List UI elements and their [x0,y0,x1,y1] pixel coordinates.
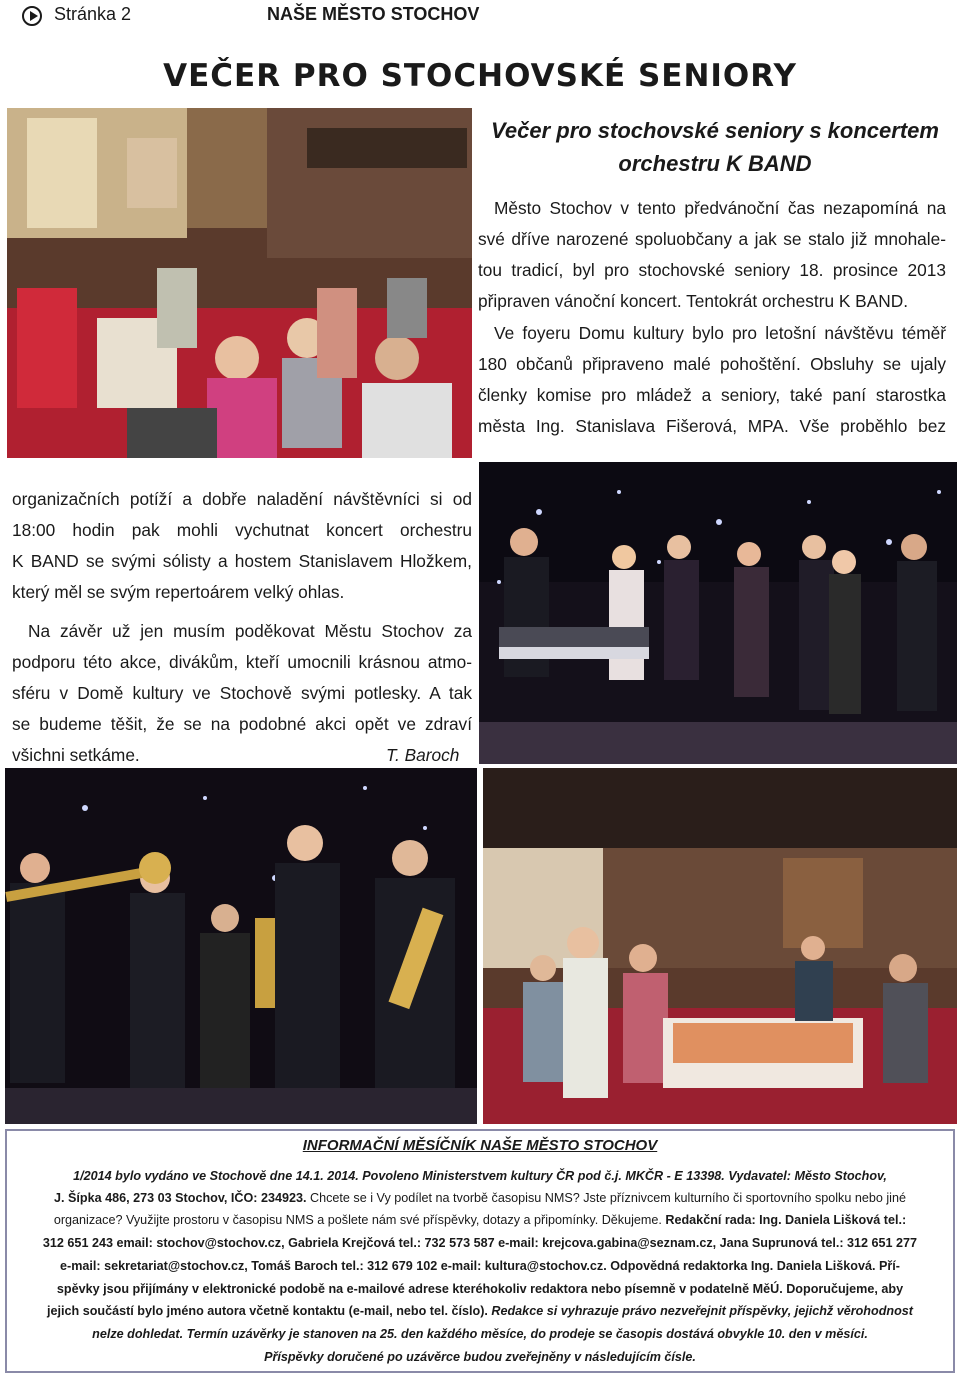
subhead-line: Večer pro stochovské seniory s koncertem [491,118,939,143]
text-line: který měl se svým repertoárem velký ohlas. [12,582,345,602]
editorial-board: Redakční rada: Ing. Daniela Lišková tel.: [661,1213,907,1227]
paragraph-2 [478,318,946,442]
text-line: podporu této akce, divákům, kteří umocnili krásnou atmo- [12,652,472,672]
photo-seniors-tables [7,108,472,458]
info-text: Chcete se i Vy podílet na tvorbě časopisu NMS? Jste příznivcem kulturního či sportovního spolku nebo jiné [306,1191,906,1205]
text-line: 180 občanů připraveno malé pohoštění. Obsluhy se ujaly [478,354,946,374]
text-line: se budeme těšit, že se na podobné akci opět ve zdraví [12,714,472,734]
play-circle-icon [22,6,42,26]
article-subhead [480,114,950,180]
paragraph-3 [12,484,472,608]
text-line: členky komise pro mládež a seniory, také paní starostka [478,385,946,405]
info-line: 1/2014 bylo vydáno ve Stochově dne 14.1. 2014. Povoleno Ministerstvem kultury ČR pod č.j. MKČR - E 13398. Vydavatel: Město Stochov, [73,1169,887,1183]
text-line: Ve foyeru Domu kultury bylo pro letošní návštěvu téměř [494,323,946,343]
info-line [10,1301,950,1321]
info-text: Redakce si vyhrazuje právo nezveřejnit příspěvky, jejichž věrohodnost [487,1304,913,1318]
text-line: tou tradicí, byl pro stochovské seniory 18. prosince 2013 [478,260,946,280]
info-line: e-mail: sekretariat@stochov.cz, Tomáš Baroch tel.: 312 679 102 e-mail: kultura@stochov.cz. Odpovědná redaktorka Ing. Daniela Lišková. Pří- [60,1259,900,1273]
page-label: Stránka 2 [54,4,132,24]
newspaper-name: NAŠE MĚSTO STOCHOV [267,4,480,24]
closing-text: všichni setkáme. [12,745,140,765]
text-line: Na závěr už jen musím poděkovat Městu Stochov za [28,621,472,641]
info-line: nelze dohledat. Termín uzávěrky je stanoven na 25. den každého měsíce, do prodeje se časopis dostává obvykle 10. den v měsíci. [92,1327,868,1341]
photo-brass-section [5,768,477,1124]
info-line [10,1210,950,1230]
text-line: 18:00 hodin pak mohli vychutnat koncert orchestru [12,520,472,540]
info-line: Příspěvky doručené po uzávěrce budou zveřejněny v následujícím čísle. [264,1350,696,1364]
text-line: K BAND se svými sólisty a hostem Stanislavem Hložkem, [12,551,472,571]
photo-buffet-foyer [483,768,957,1124]
article-headline: VEČER PRO STOCHOVSKÉ SENIORY [163,58,797,94]
info-text: organizace? Využijte prostoru v časopisu NMS a pošlete nám své příspěvky, dotazy a připomínky. Děkujeme. [53,1213,662,1227]
info-line [10,1188,950,1208]
text-line [12,740,472,771]
text-line: sféru v Domě kultury ve Stochově svými potlesky. A tak [12,683,472,703]
text-line: své dříve narozené spoluobčany a jak se stalo již mnohale- [478,229,946,249]
author-signature: T. Baroch [386,745,460,765]
text-line: organizačních potíží a dobře naladění návštěvníci si od [12,489,472,509]
text-line: města Ing. Stanislava Fišerová, MPA. Vše proběhlo bez [478,416,946,436]
info-text: jejich součástí bylo jméno autora včetně kontaktu (e-mail, nebo tel. číslo). [47,1304,488,1318]
info-title: INFORMAČNÍ MĚSÍČNÍK NAŠE MĚSTO STOCHOV [302,1137,658,1154]
publisher-address: J. Šípka 486, 273 03 Stochov, IČO: 234923. [54,1191,307,1205]
subhead-line: orchestru K BAND [618,151,812,176]
text-line: připraven vánoční koncert. Tentokrát orchestru K BAND. [478,291,908,311]
info-line: spěvky jsou přijímány v elektronické podobě na e-mailové adrese kteréhokoliv redaktora nebo písemně v podatelně MěÚ. Doporučujeme, aby [56,1282,904,1296]
info-line: 312 651 243 email: stochov@stochov.cz, Gabriela Krejčová tel.: 732 573 587 e-mail: krejcova.gabina@seznam.cz, Jana Suprunová tel.: 312 651 277 [42,1236,918,1250]
photo-singers-stage [479,462,957,764]
text-line: Město Stochov v tento předvánoční čas nezapomíná na [494,198,946,218]
paragraph-1 [478,193,946,317]
paragraph-4 [12,616,472,771]
